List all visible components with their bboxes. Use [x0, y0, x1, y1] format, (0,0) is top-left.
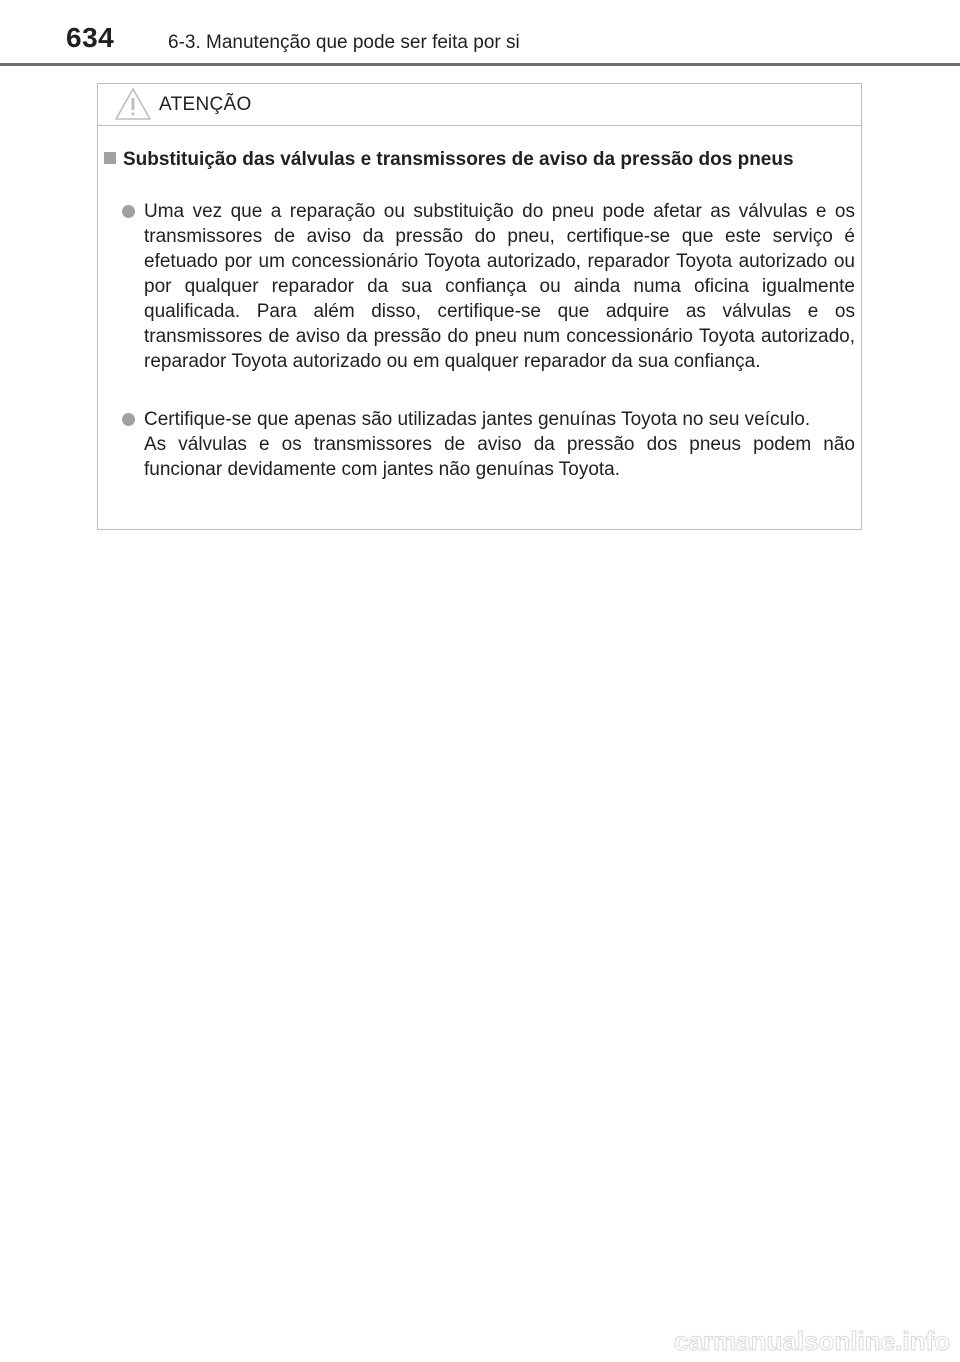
subheading-text: Substituição das válvulas e transmissores de aviso da pressão dos pneus: [123, 149, 794, 170]
round-bullet-icon: [122, 413, 135, 426]
list-item-text: [144, 199, 855, 374]
square-bullet-icon: [104, 152, 116, 164]
warning-box: [97, 83, 862, 530]
watermark-logo: [512, 1326, 952, 1356]
warning-triangle-icon: [114, 87, 152, 121]
list-item: [122, 407, 855, 482]
warning-subheading: [104, 147, 854, 172]
warning-label: ATENÇÃO: [159, 94, 252, 115]
page-number: 634: [66, 22, 115, 53]
bullet-paragraph: Certifique-se que apenas são utilizadas jantes genuínas Toyota no seu veículo.: [144, 409, 811, 430]
page-header: [0, 0, 960, 66]
header-divider: [0, 63, 960, 66]
svg-text:carmanualsonline.info: carmanualsonline.info: [674, 1326, 950, 1356]
section-title: 6-3. Manutenção que pode ser feita por si: [168, 32, 520, 53]
list-item: [122, 199, 855, 374]
list-item-text: [144, 407, 855, 482]
bullet-paragraph: Uma vez que a reparação ou substituição do pneu pode afetar as válvulas e os transmissores de aviso da pressão do pneu, certifique-se que este serviço é efetuado por um concessionário Toyota autorizado, reparador Toyota autorizado ou por qualquer reparador da sua confiança ou ainda numa oficina igualmente qualificada. Para além disso, certifique-se que adquire as válvulas e os transmissores de aviso da pressão do pneu num concessionário Toyota autorizado, reparador Toyota autorizado ou em qualquer reparador da sua confiança.: [144, 201, 855, 372]
bullet-paragraph: As válvulas e os transmissores de aviso da pressão dos pneus podem não funcionar devidamente com jantes não genuínas Toyota.: [144, 434, 855, 480]
warning-header: [98, 84, 861, 126]
round-bullet-icon: [122, 205, 135, 218]
